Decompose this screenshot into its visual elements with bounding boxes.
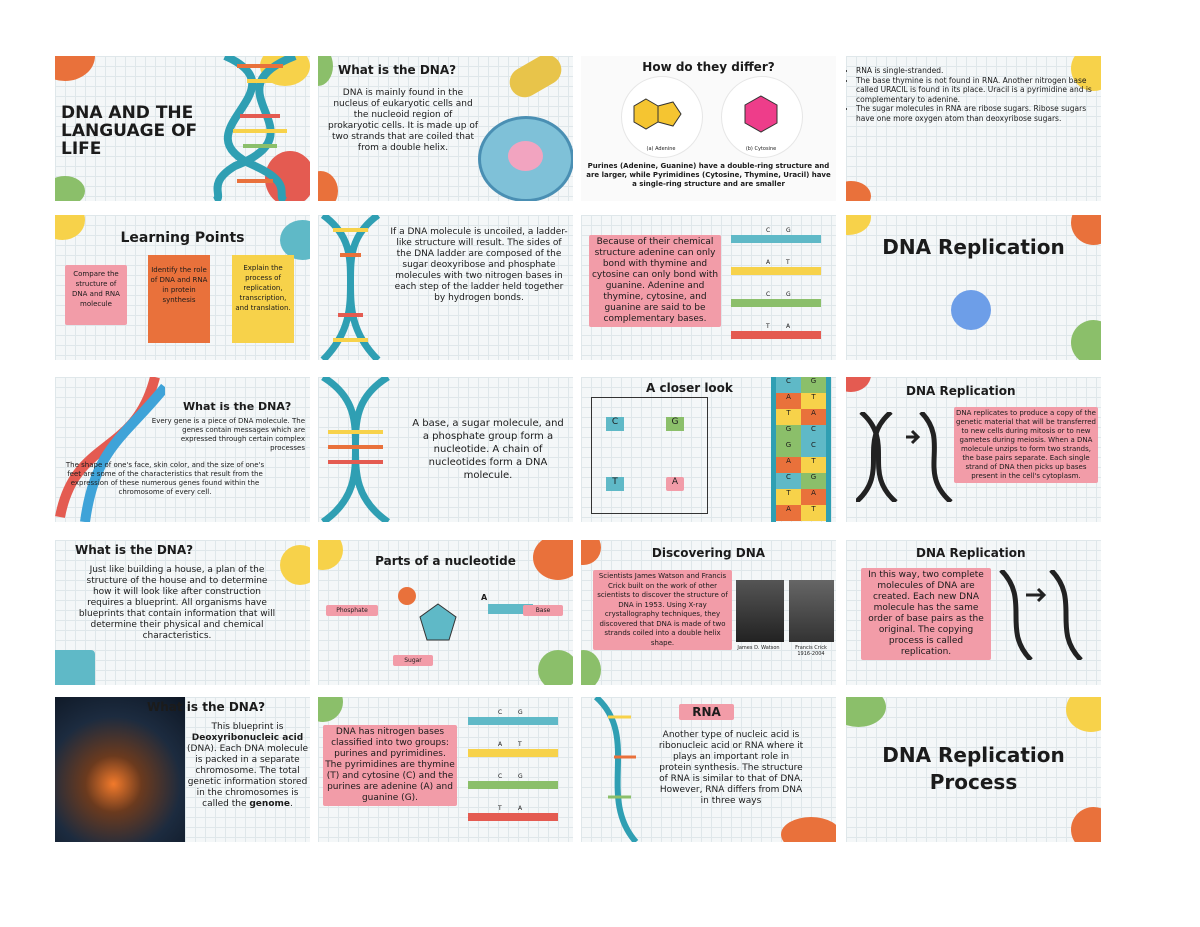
- base-label: Base: [523, 605, 563, 616]
- slide-body: Purines (Adenine, Guanine) have a double-ring structure and are larger, while Pyrimidines (Cytosine, Thymine, Uracil) have a single-ring structure and are smaller: [586, 162, 831, 188]
- base-label: A: [766, 259, 771, 266]
- slide-12: [846, 377, 1101, 522]
- slide-body: DNA has nitrogen bases classified into two groups: purines and pyrimidines. The pyrimidines are thymine (T) and cytosine (C) and the purines are adenine (A) and guanine (G).: [323, 725, 457, 806]
- slide-body: Another type of nucleic acid is ribonucleic acid or RNA where it plays an important role in protein synthesis. The structure of RNA is similar to that of DNA. However, RNA differs from DNA in three ways: [658, 730, 804, 806]
- slide-4: [846, 56, 1101, 201]
- blueprint-illustration: [55, 650, 95, 685]
- phosphate-label: Phosphate: [326, 605, 378, 616]
- base-label: G: [786, 291, 791, 298]
- ladder-base: T: [776, 489, 801, 505]
- learning-point-1: Compare the structure of DNA and RNA molecule: [65, 265, 127, 325]
- slide-title: DNA Replication: [916, 546, 1026, 560]
- replication-diagram-icon: [996, 570, 1086, 660]
- base-pair-row: C G: [468, 781, 558, 789]
- base-pair-row: A T: [468, 749, 558, 757]
- slide-3: [581, 56, 836, 201]
- ladder-base: C: [801, 441, 826, 457]
- slide-18: [318, 697, 573, 842]
- ladder-base: C: [776, 473, 801, 489]
- slide-13: [55, 540, 310, 685]
- base-label: T: [606, 477, 624, 491]
- base-letter: A: [481, 593, 488, 602]
- rna-strand-illustration: [586, 697, 646, 842]
- slide-8: [846, 215, 1101, 360]
- base-label: C: [766, 291, 771, 298]
- learning-point-2: Identify the role of DNA and RNA in protein synthesis: [148, 255, 210, 343]
- slide-10: [318, 377, 573, 522]
- slide-body: Scientists James Watson and Francis Crick built on the work of other scientists to discover the structure of DNA in 1953. Using X-ray crystallography techniques, they discovered that DNA is made of two strands coiled into a double helix shape.: [593, 570, 732, 650]
- ladder-base: C: [801, 425, 826, 441]
- watson-caption: James D. Watson: [737, 645, 780, 651]
- zoom-box: [591, 397, 708, 514]
- base-label: G: [786, 227, 791, 234]
- slide-20: [846, 697, 1101, 842]
- base-pair-row: T A: [468, 813, 558, 821]
- slide-body: If a DNA molecule is uncoiled, a ladder-like structure will result. The sides of the DNA ladder are composed of the sugar deoxyribose and phosphate molecules with two nitrogen bases in each step of the ladder held together by hydrogen bonds.: [390, 227, 568, 303]
- slide-5: [55, 215, 310, 360]
- slide-title: DNA Replication: [906, 384, 1016, 398]
- slide-title: What is the DNA?: [75, 543, 194, 557]
- slide-body: DNA is mainly found in the nucleus of eukaryotic cells and the nucleoid region of prokaryotic cells. It is made up of two strands that are coiled that from a double helix.: [328, 88, 478, 153]
- list-item: • RNA is single-stranded.: [856, 66, 1096, 76]
- base-label: A: [666, 477, 684, 491]
- adenine-label: (a) Adenine: [646, 146, 676, 152]
- base-label: T: [766, 323, 770, 330]
- slide-1: [55, 56, 310, 201]
- ladder-base: G: [801, 377, 826, 393]
- slide-2: [318, 56, 573, 201]
- slide-19: [581, 697, 836, 842]
- replication-diagram-icon: [856, 412, 956, 502]
- bacteria-illustration: [504, 56, 567, 103]
- ladder-base: A: [776, 393, 801, 409]
- rna-differences-list: [846, 66, 1096, 123]
- slide-7: [581, 215, 836, 360]
- ladder-base: G: [776, 425, 801, 441]
- ladder-base: T: [801, 505, 826, 521]
- base-pair-row: C G: [468, 717, 558, 725]
- ladder-base: G: [776, 441, 801, 457]
- ladder-base: A: [776, 457, 801, 473]
- learning-point-3: Explain the process of replication, transcription, and translation.: [232, 255, 294, 343]
- list-item: • The sugar molecules in RNA are ribose sugars. Ribose sugars have one more oxygen atom than deoxyribose sugars.: [856, 104, 1096, 123]
- slide-body-2: The shape of one's face, skin color, and the size of one's feet are some of the characteristics that result from the expression of these numerous genes found within the chromosome of every cell.: [65, 461, 265, 496]
- slide-title: RNA: [679, 704, 734, 720]
- base-label: A: [786, 323, 791, 330]
- base-label: C: [606, 417, 624, 431]
- dna-ladder: [771, 377, 831, 522]
- slide-title: Discovering DNA: [651, 546, 766, 560]
- sugar-label: Sugar: [393, 655, 433, 666]
- slide-6: [318, 215, 573, 360]
- slide-title: Parts of a nucleotide: [375, 554, 516, 568]
- ladder-base: A: [801, 489, 826, 505]
- slide-title: Learning Points: [120, 230, 245, 246]
- adenine-structure: [631, 94, 691, 134]
- watson-photo: [736, 580, 784, 642]
- ladder-base: C: [776, 377, 801, 393]
- ladder-base: T: [776, 409, 801, 425]
- ladder-base: A: [801, 409, 826, 425]
- slide-body: This blueprint is Deoxyribonucleic acid (DNA). Each DNA molecule is packed in a separate chromosome. The total genetic information stored in the chromosomes is called the genome.: [187, 722, 308, 809]
- list-item: • The base thymine is not found in RNA. Another nitrogen base called URACIL is found in its place. Uracil is a pyrimidine and is complementary to adenine.: [856, 76, 1096, 105]
- slide-body-1: Every gene is a piece of DNA molecule. The genes contain messages which are expressed through certain complex processes: [151, 417, 305, 452]
- dna-helix-illustration: [318, 377, 398, 522]
- ladder-base: A: [776, 505, 801, 521]
- slide-title: DNA Replication: [882, 235, 1065, 259]
- crick-caption: Francis Crick 1916-2004: [795, 645, 827, 657]
- base-label: T: [786, 259, 790, 266]
- ladder-base: G: [801, 473, 826, 489]
- slide-body: DNA replicates to produce a copy of the genetic material that will be transferred to new cells during mitosis or to new gametes during meiosis. When a DNA molecule unzips to form two strands, the base pairs separate. Each single strand of DNA then picks up bases present in the cell's cytoplasm.: [954, 407, 1098, 483]
- base-label: C: [766, 227, 771, 234]
- slide-body: In this way, two complete molecules of DNA are created. Each new DNA molecule has the same order of base pairs as the original. The copying process is called replication.: [861, 568, 991, 660]
- phosphate-shape: [398, 587, 416, 605]
- cytosine-structure: [741, 94, 781, 134]
- slide-9: [55, 377, 310, 522]
- ladder-base: T: [801, 457, 826, 473]
- slide-body: A base, a sugar molecule, and a phosphate group form a nucleotide. A chain of nucleotides form a DNA molecule.: [412, 418, 564, 481]
- dna-ladder-illustration: [318, 215, 388, 360]
- slide-title: DNA Replication Process: [882, 743, 1065, 794]
- slide-11: [581, 377, 836, 522]
- slide-body: Just like building a house, a plan of the structure of the house and to determine how it will look like after construction requires a blueprint. All organisms have blueprints that contain information that will determine their physical and chemical characteristics.: [78, 565, 276, 641]
- slide-16: [846, 540, 1101, 685]
- crick-photo: [789, 580, 834, 642]
- slide-title: DNA AND THE LANGUAGE OF LIFE: [61, 103, 198, 159]
- slide-17: [55, 697, 310, 842]
- slide-14: [318, 540, 573, 685]
- slide-body: Because of their chemical structure adenine can only bond with thymine and cytosine can only bond with guanine. Adenine and thymine, cytosine, and guanine are said to be complementary bases.: [589, 235, 721, 327]
- dna-photo: [55, 697, 185, 842]
- cytosine-label: (b) Cytosine: [745, 146, 777, 152]
- slide-title: How do they differ?: [642, 60, 775, 74]
- slide-title: What is the DNA?: [183, 400, 292, 413]
- replication-enzyme-icon: [951, 290, 991, 330]
- slide-15: [581, 540, 836, 685]
- slide-title: A closer look: [646, 381, 733, 395]
- base-label: G: [666, 417, 684, 431]
- sugar-pentagon: [418, 602, 458, 642]
- slide-title: What is the DNA?: [147, 700, 266, 714]
- slide-title: What is the DNA?: [338, 63, 457, 77]
- ladder-base: T: [801, 393, 826, 409]
